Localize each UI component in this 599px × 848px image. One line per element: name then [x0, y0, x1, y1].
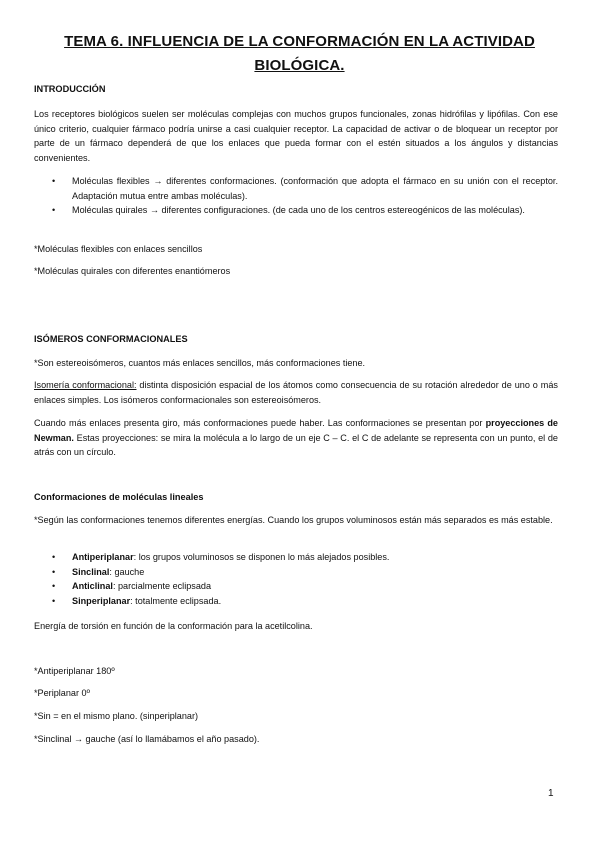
newman-text-post: Estas proyecciones: se mira la molécula a lo largo de un eje C – C. el C de adelante se representa con un punto, el de atrás con un círculo. — [34, 432, 558, 458]
linear-note-3: *Sin = en el mismo plano. (sinperiplanar) — [34, 711, 199, 721]
definition-text: distinta disposición espacial de los átomos como consecuencia de su rotación alrededor de uno o más enlaces simples. Los isómeros conformacionales son estereoisómeros. — [34, 380, 558, 405]
bullet-icon: • — [52, 595, 56, 606]
list-item — [52, 579, 558, 594]
document-title — [40, 30, 559, 78]
bullet-text: : parcialmente eclipsada — [112, 581, 212, 592]
newman-text-pre: Cuando más enlaces presenta giro, más conformaciones puede haber. Las conformaciones se presentan por — [34, 418, 486, 428]
linear-note: *Según las conformaciones tenemos diferentes energías. Cuando los grupos voluminosos están más separados es más estable. — [34, 515, 553, 525]
isomers-heading: ISÓMEROS CONFORMACIONALES — [34, 334, 188, 344]
linear-bullet-list — [52, 550, 558, 608]
linear-note-1: *Antiperiplanar 180º — [34, 666, 115, 676]
list-item — [52, 203, 558, 218]
bullet-term: Anticlinal — [72, 581, 113, 592]
bullet-icon: • — [52, 205, 56, 216]
linear-heading: Conformaciones de moléculas lineales — [34, 492, 204, 502]
bullet-term: Sinclinal — [72, 566, 110, 577]
title-line-2: BIOLÓGICA. — [254, 57, 345, 74]
newman-paragraph — [34, 416, 558, 460]
bullet-icon: • — [52, 581, 56, 592]
intro-paragraph: Los receptores biológicos suelen ser moléculas complejas con muchos grupos funcionales, zonas hidrófilas y lipófilas. Con ese único criterio, cualquier fármaco podría unirse a casi cualquier receptor. La capacidad de activar o de bloquear un receptor por parte de un fármaco dependerá de que los enlaces que pueda formar con el estén situados a los ángulos y distancias convenientes. — [34, 109, 558, 163]
title-line-1: TEMA 6. INFLUENCIA DE LA CONFORMACIÓN EN LA ACTIVIDAD — [64, 33, 535, 50]
bullet-text: : totalmente eclipsada. — [130, 595, 222, 606]
intro-bullet-list — [52, 174, 558, 218]
linear-note-4: *Sinclinal → gauche (así lo llamábamos el año pasado). — [34, 734, 260, 744]
bullet-icon: • — [52, 176, 56, 186]
bullet-text: : los grupos voluminosos se disponen lo más alejados posibles. — [133, 552, 390, 562]
list-item — [52, 550, 558, 565]
bullet-icon: • — [52, 552, 56, 562]
energy-line: Energía de torsión en función de la conformación para la acetilcolina. — [34, 621, 313, 631]
isomers-note: *Son estereoisómeros, cuantos más enlaces sencillos, más conformaciones tiene. — [34, 358, 366, 368]
isomers-definition — [34, 378, 558, 407]
list-item — [52, 174, 558, 203]
list-item — [52, 565, 558, 580]
bullet-text: Moléculas quirales → diferentes configuraciones. (de cada uno de los centros estereogénicos de las moléculas). — [72, 205, 525, 216]
linear-note-2: *Periplanar 0º — [34, 688, 90, 698]
intro-note-2: *Moléculas quirales con diferentes enantiómeros — [34, 266, 231, 276]
bullet-icon: • — [52, 566, 56, 577]
bullet-text: : gauche — [109, 566, 145, 577]
intro-note-1: *Moléculas flexibles con enlaces sencillos — [34, 244, 203, 254]
bullet-term: Antiperiplanar — [72, 552, 134, 562]
bullet-term: Sinperiplanar — [72, 595, 131, 606]
intro-heading: INTRODUCCIÓN — [34, 84, 106, 94]
definition-term: Isomería conformacional: — [34, 380, 137, 390]
bullet-text: Moléculas flexibles → diferentes conformaciones. (conformación que adopta el fármaco en su unión con el receptor. Adaptación mutua entre ambas moléculas). — [72, 176, 558, 201]
page-number: 1 — [548, 788, 554, 799]
newman-bold: proyecciones de Newman. — [34, 418, 558, 443]
list-item — [52, 594, 558, 609]
